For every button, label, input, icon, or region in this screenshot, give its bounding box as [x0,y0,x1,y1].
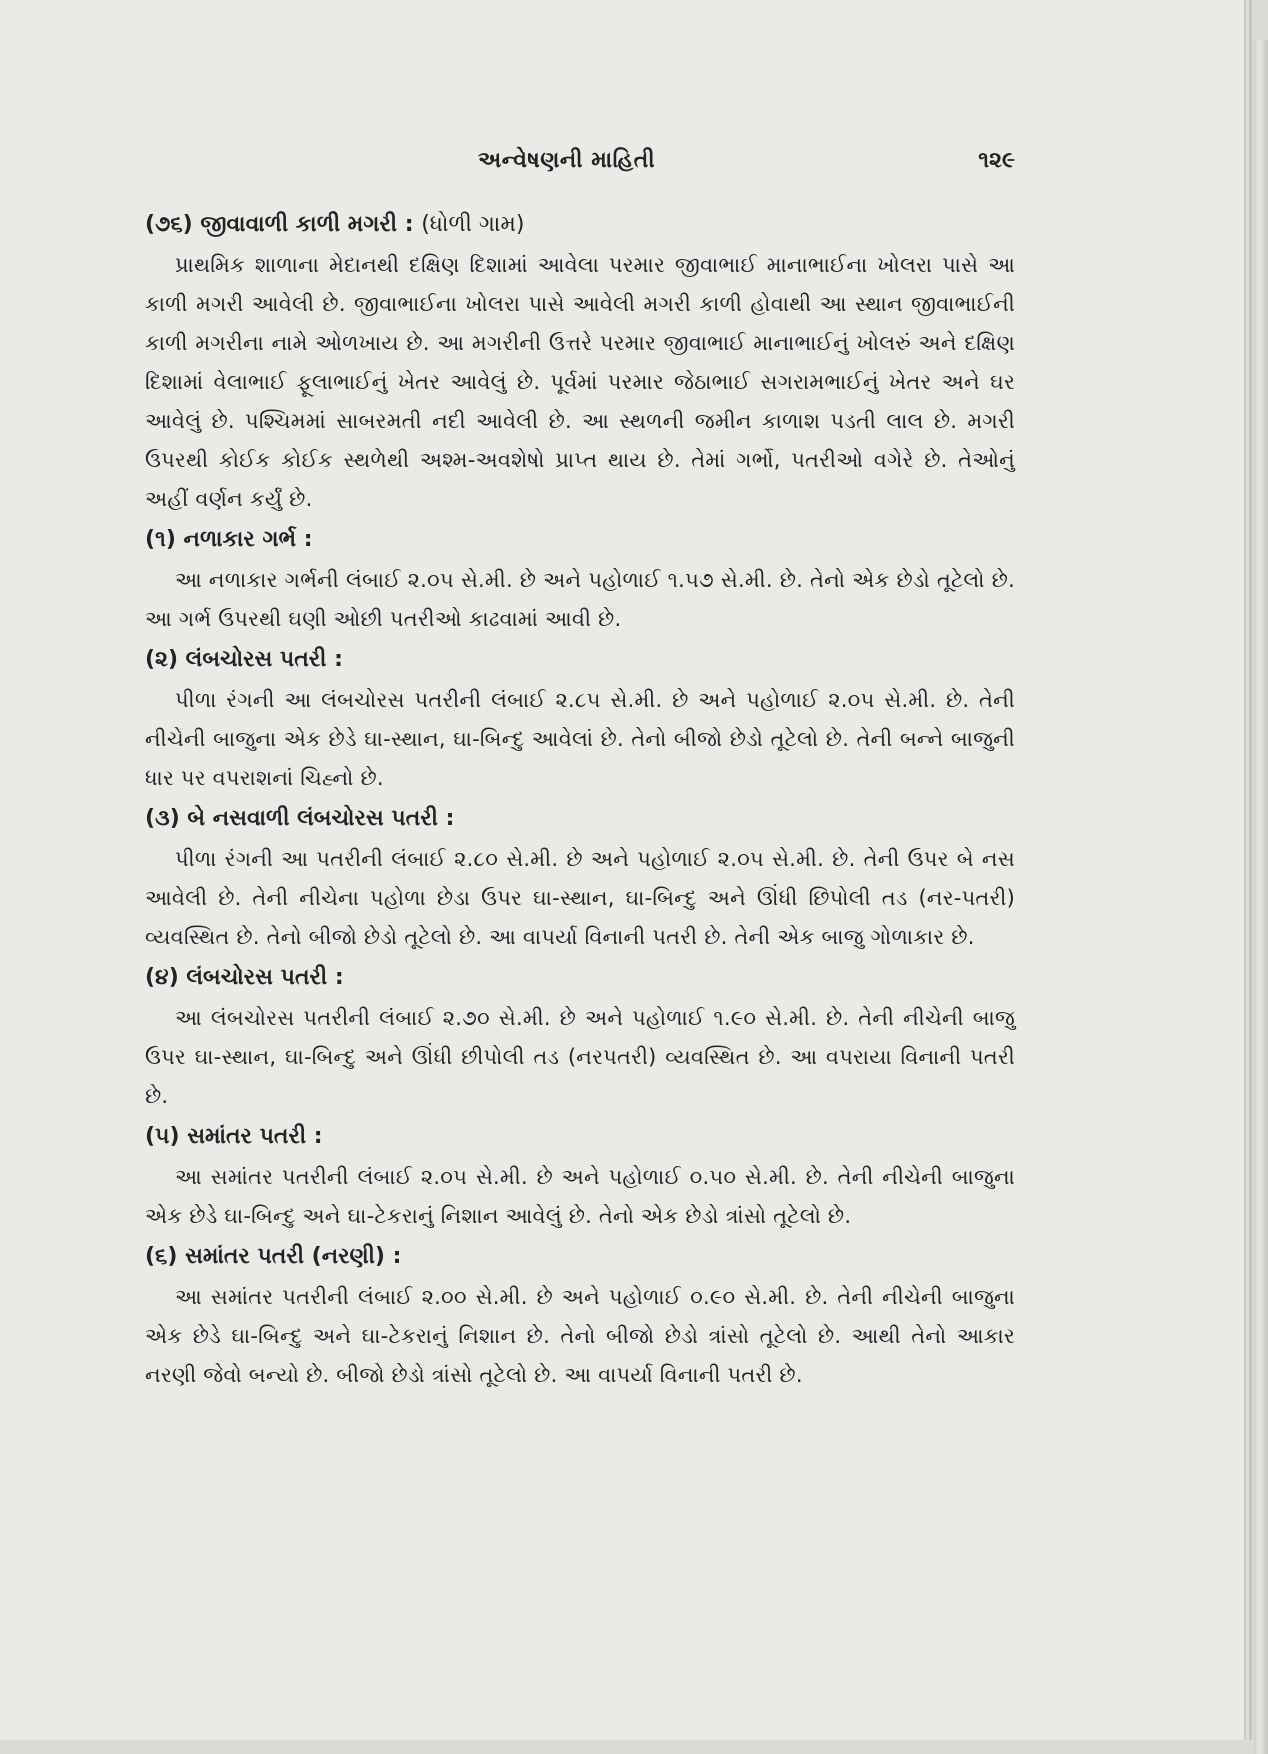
section-5 [145,1116,1015,1236]
section-text: આ લંબચોરસ પતરીની લંબાઈ ૨.૭૦ સે.મી. છે અને પહોળાઈ ૧.૯૦ સે.મી. છે. તેની નીચેની બાજુ ઉપર ઘા-સ્થાન, ઘા-બિન્દુ અને ઊંધી છીપોલી તડ (નરપતરી) વ્યવસ્થિત છે. આ વપરાયા વિનાની પતરી છે. [145,1006,1015,1108]
section-2 [145,639,1015,798]
section-heading: (૫) સમાંતર પતરી : [145,1124,323,1149]
section-text: પીળા રંગની આ લંબચોરસ પતરીની લંબાઈ ૨.૮૫ સે.મી. છે અને પહોળાઈ ૨.૦૫ સે.મી. છે. તેની નીચેની બાજુના એક છેડે ઘા-સ્થાન, ઘા-બિન્દુ આવેલાં છે. તેનો બીજો છેડો તૂટેલો છે. તેની બન્ને બાજુની ધાર પર વપરાશનાં ચિહ્નો છે. [145,688,1015,790]
section-heading: (૨) લંબચોરસ પતરી : [145,647,343,672]
page-number: ૧૨૯ [978,148,1015,173]
main-heading-title: (૭૬) જીવાવાળી કાળી મગરી : [145,212,414,237]
page-edge-shadow [1254,40,1268,1754]
section-6 [145,1236,1015,1395]
section-text: આ સમાંતર પતરીની લંબાઈ ૨.૦૦ સે.મી. છે અને પહોળાઈ ૦.૯૦ સે.મી. છે. તેની નીચેની બાજુના એક છેડે ઘા-બિન્દુ અને ઘા-ટેકરાનું નિશાન છે. તેનો બીજો છેડો ત્રાંસો તૂટેલો છે. આથી તેનો આકાર નરણી જેવો બન્યો છે. બીજો છેડો ત્રાંસો તૂટેલો છે. આ વાપર્યા વિનાની પતરી છે. [145,1285,1015,1387]
section-heading: (૪) લંબચોરસ પતરી : [145,965,344,990]
section-text: પીળા રંગની આ પતરીની લંબાઈ ૨.૮૦ સે.મી. છે અને પહોળાઈ ૨.૦૫ સે.મી. છે. તેની ઉપર બે નસ આવેલી છે. તેની નીચેના પહોળા છેડા ઉપર ઘા-સ્થાન, ઘા-બિન્દુ અને ઊંધી છિપોલી તડ (નર-પતરી) વ્યવસ્થિત છે. તેનો બીજો છેડો તૂટેલો છે. આ વાપર્યા વિનાની પતરી છે. તેની એક બાજુ ગોળાકાર છે. [145,847,1015,949]
running-header [145,148,1015,184]
intro-paragraph: પ્રાથમિક શાળાના મેદાનથી દક્ષિણ દિશામાં આવેલા પરમાર જીવાભાઈ માનાભાઈના ખોલરા પાસે આ કાળી મગરી આવેલી છે. જીવાભાઈના ખોલરા પાસે આવેલી મગરી કાળી હોવાથી આ સ્થાન જીવાભાઈની કાળી મગરીના નામે ઓળખાય છે. આ મગરીની ઉત્તરે પરમાર જીવાભાઈ માનાભાઈનું ખોલરું અને દક્ષિણ દિશામાં વેલાભાઈ ફૂલાભાઈનું ખેતર આવેલું છે. પૂર્વમાં પરમાર જેઠાભાઈ સગરામભાઈનું ખેતર અને ઘર આવેલું છે. પશ્ચિમમાં સાબરમતી નદી આવેલી છે. આ સ્થળની જમીન કાળાશ પડતી લાલ છે. મગરી ઉપરથી કોઈક કોઈક સ્થળેથી અશ્મ-અવશેષો પ્રાપ્ત થાય છે. તેમાં ગર્ભો, પતરીઓ વગેરે છે. તેઓનું અહીં વર્ણન કર્યું છે. [145,253,1015,511]
section-text: આ સમાંતર પતરીની લંબાઈ ૨.૦૫ સે.મી. છે અને પહોળાઈ ૦.૫૦ સે.મી. છે. તેની નીચેની બાજુના એક છેડે ઘા-બિન્દુ અને ઘા-ટેકરાનું નિશાન આવેલું છે. તેનો એક છેડો ત્રાંસો તૂટેલો છે. [145,1165,1015,1228]
main-heading [145,204,1015,246]
section-text: આ નળાકાર ગર્ભની લંબાઈ ૨.૦૫ સે.મી. છે અને પહોળાઈ ૧.૫૭ સે.મી. છે. તેનો એક છેડો તૂટેલો છે. આ ગર્ભ ઉપરથી ઘણી ઓછી પતરીઓ કાઢવામાં આવી છે. [145,568,1015,631]
main-heading-location: (ધોળી ગામ) [421,212,525,237]
section-3 [145,798,1015,957]
section-heading: (૬) સમાંતર પતરી (નરણી) : [145,1244,402,1269]
running-header-title: અન્વેષણની માહિતી [478,148,656,173]
section-4 [145,957,1015,1116]
page-content [145,148,1015,1395]
section-heading: (૩) બે નસવાળી લંબચોરસ પતરી : [145,806,455,831]
section-heading: (૧) નળાકાર ગર્ભ : [145,527,313,552]
section-1 [145,519,1015,639]
